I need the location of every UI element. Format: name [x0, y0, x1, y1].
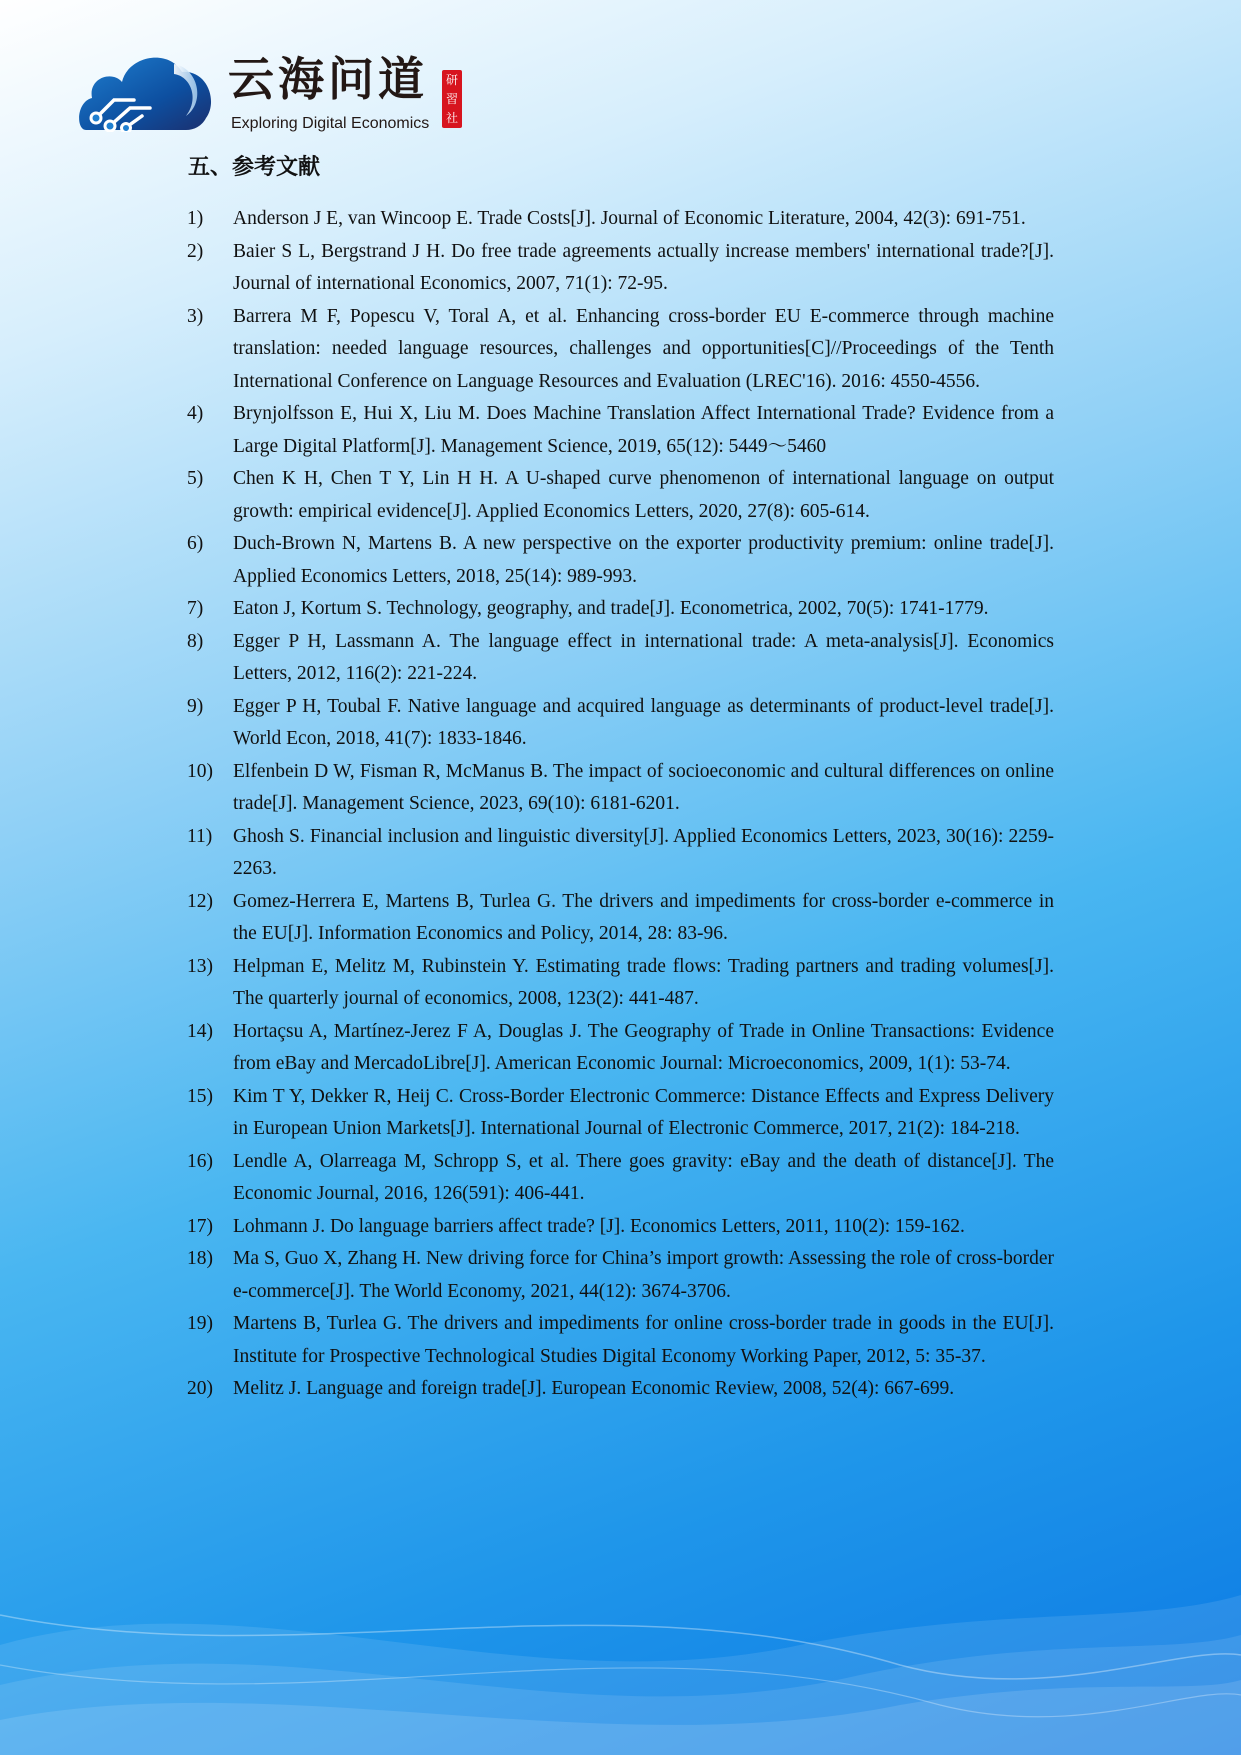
reference-item: [187, 756, 1054, 821]
brand-logo: [78, 42, 478, 132]
reference-item: [187, 821, 1054, 886]
reference-text: Egger P H, Toubal F. Native language and acquired language as determinants of product-level trade[J]. World Econ, 2018, 41(7): 1833-1846.: [233, 695, 1054, 749]
reference-text: Egger P H, Lassmann A. The language effect in international trade: A meta-analysis[J]. Economics Letters, 2012, 116(2): 221-224.: [233, 630, 1054, 684]
reference-number: 9): [187, 695, 204, 717]
reference-number: 18): [187, 1248, 213, 1269]
reference-text: Lohmann J. Do language barriers affect trade? [J]. Economics Letters, 2011, 110(2): 159-162.: [233, 1215, 965, 1237]
reference-number: 10): [187, 760, 213, 782]
reference-list: [187, 203, 1054, 1406]
reference-number: 15): [187, 1085, 213, 1107]
reference-number: 19): [187, 1313, 213, 1334]
reference-text: Brynjolfsson E, Hui X, Liu M. Does Machine Translation Affect International Trade? Evidence from a Large Digital Platform[J]. Management Science, 2019, 65(12): 5449～5460: [233, 403, 1054, 457]
reference-item: [187, 626, 1054, 691]
reference-text: Elfenbein D W, Fisman R, McManus B. The impact of socioeconomic and cultural differences on online trade[J]. Management Science, 2023, 69(10): 6181-6201.: [233, 760, 1054, 814]
reference-item: [187, 301, 1054, 399]
background-waves: [0, 1555, 1241, 1755]
logo-chinese-name: 云海问道: [228, 52, 428, 106]
reference-text: Baier S L, Bergstrand J H. Do free trade agreements actually increase members' international trade?[J]. Journal of international Economics, 2007, 71(1): 72-95.: [233, 240, 1054, 294]
reference-text: Melitz J. Language and foreign trade[J]. European Economic Review, 2008, 52(4): 667-699.: [233, 1378, 955, 1399]
reference-text: Anderson J E, van Wincoop E. Trade Costs[J]. Journal of Economic Literature, 2004, 42(3): 691-751.: [233, 208, 1026, 229]
reference-text: Ma S, Guo X, Zhang H. New driving force for China’s import growth: Assessing the role of cross-border e-commerce[J]. The World Economy, 2021, 44(12): 3674-3706.: [233, 1248, 1054, 1302]
reference-number: 5): [187, 468, 204, 489]
reference-text: Eaton J, Kortum S. Technology, geography, and trade[J]. Econometrica, 2002, 70(5): 1741-1779.: [233, 598, 989, 619]
reference-item: [187, 398, 1054, 463]
reference-number: 8): [187, 630, 204, 652]
reference-number: 6): [187, 533, 204, 554]
reference-text: Ghosh S. Financial inclusion and linguistic diversity[J]. Applied Economics Letters, 2023, 30(16): 2259-2263.: [233, 825, 1054, 879]
reference-number: 11): [187, 825, 213, 847]
reference-text: Kim T Y, Dekker R, Heij C. Cross-Border Electronic Commerce: Distance Effects and Express Delivery in European Union Markets[J]. International Journal of Electronic Commerce, 2017, 21(2): 184-218.: [233, 1085, 1054, 1139]
reference-text: Gomez-Herrera E, Martens B, Turlea G. The drivers and impediments for cross-border e-commerce in the EU[J]. Information Economics and Policy, 2014, 28: 83-96.: [233, 890, 1054, 944]
seal-char: 社: [445, 111, 458, 126]
reference-item: [187, 236, 1054, 301]
reference-number: 7): [187, 598, 204, 619]
reference-number: 12): [187, 890, 213, 912]
reference-item: [187, 886, 1054, 951]
reference-text: Lendle A, Olarreaga M, Schropp S, et al. There goes gravity: eBay and the death of distance[J]. The Economic Journal, 2016, 126(591): 406-441.: [233, 1150, 1054, 1204]
cloud-logo-icon: [78, 42, 218, 132]
reference-item: [187, 1373, 1054, 1406]
reference-item: [187, 951, 1054, 1016]
reference-item: [187, 1211, 1054, 1244]
reference-item: [187, 1081, 1054, 1146]
reference-text: Helpman E, Melitz M, Rubinstein Y. Estimating trade flows: Trading partners and trading volumes[J]. The quarterly journal of economics, 2008, 123(2): 441-487.: [233, 955, 1054, 1009]
reference-item: [187, 463, 1054, 528]
reference-number: 20): [187, 1378, 213, 1399]
reference-text: Martens B, Turlea G. The drivers and impediments for online cross-border trade in goods in the EU[J]. Institute for Prospective Technological Studies Digital Economy Working Paper, 2012, 5: 35-37.: [233, 1313, 1054, 1367]
reference-number: 2): [187, 240, 204, 262]
reference-text: Barrera M F, Popescu V, Toral A, et al. Enhancing cross-border EU E-commerce through machine translation: needed language resources, challenges and opportunities[C]//Proceedings of the Tenth International Conference on Language Resources and Evaluation (LREC'16). 2016: 4550-4556.: [233, 305, 1054, 392]
reference-text: Chen K H, Chen T Y, Lin H H. A U-shaped curve phenomenon of international language on output growth: empirical evidence[J]. Applied Economics Letters, 2020, 27(8): 605-614.: [233, 468, 1054, 522]
reference-text: Hortaçsu A, Martínez-Jerez F A, Douglas J. The Geography of Trade in Online Transactions: Evidence from eBay and MercadoLibre[J]. American Economic Journal: Microeconomics, 2009, 1(1): 53-74.: [233, 1020, 1054, 1074]
reference-item: [187, 1146, 1054, 1211]
reference-item: [187, 691, 1054, 756]
logo-english-tagline: Exploring Digital Economics: [231, 115, 430, 132]
reference-item: [187, 1016, 1054, 1081]
section-title: 五、参考文献: [188, 154, 321, 180]
reference-number: 13): [187, 955, 213, 977]
reference-item: [187, 203, 1054, 236]
seal-char: 研: [445, 72, 458, 87]
seal-char: 習: [445, 91, 458, 106]
reference-number: 3): [187, 305, 204, 327]
red-seal-stamp: [442, 70, 462, 128]
reference-number: 17): [187, 1215, 213, 1237]
reference-item: [187, 593, 1054, 626]
reference-item: [187, 1308, 1054, 1373]
reference-item: [187, 528, 1054, 593]
reference-text: Duch-Brown N, Martens B. A new perspective on the exporter productivity premium: online trade[J]. Applied Economics Letters, 2018, 25(14): 989-993.: [233, 533, 1054, 587]
reference-number: 4): [187, 403, 204, 424]
reference-item: [187, 1243, 1054, 1308]
reference-number: 1): [187, 208, 204, 229]
reference-number: 16): [187, 1150, 213, 1172]
reference-number: 14): [187, 1020, 213, 1042]
